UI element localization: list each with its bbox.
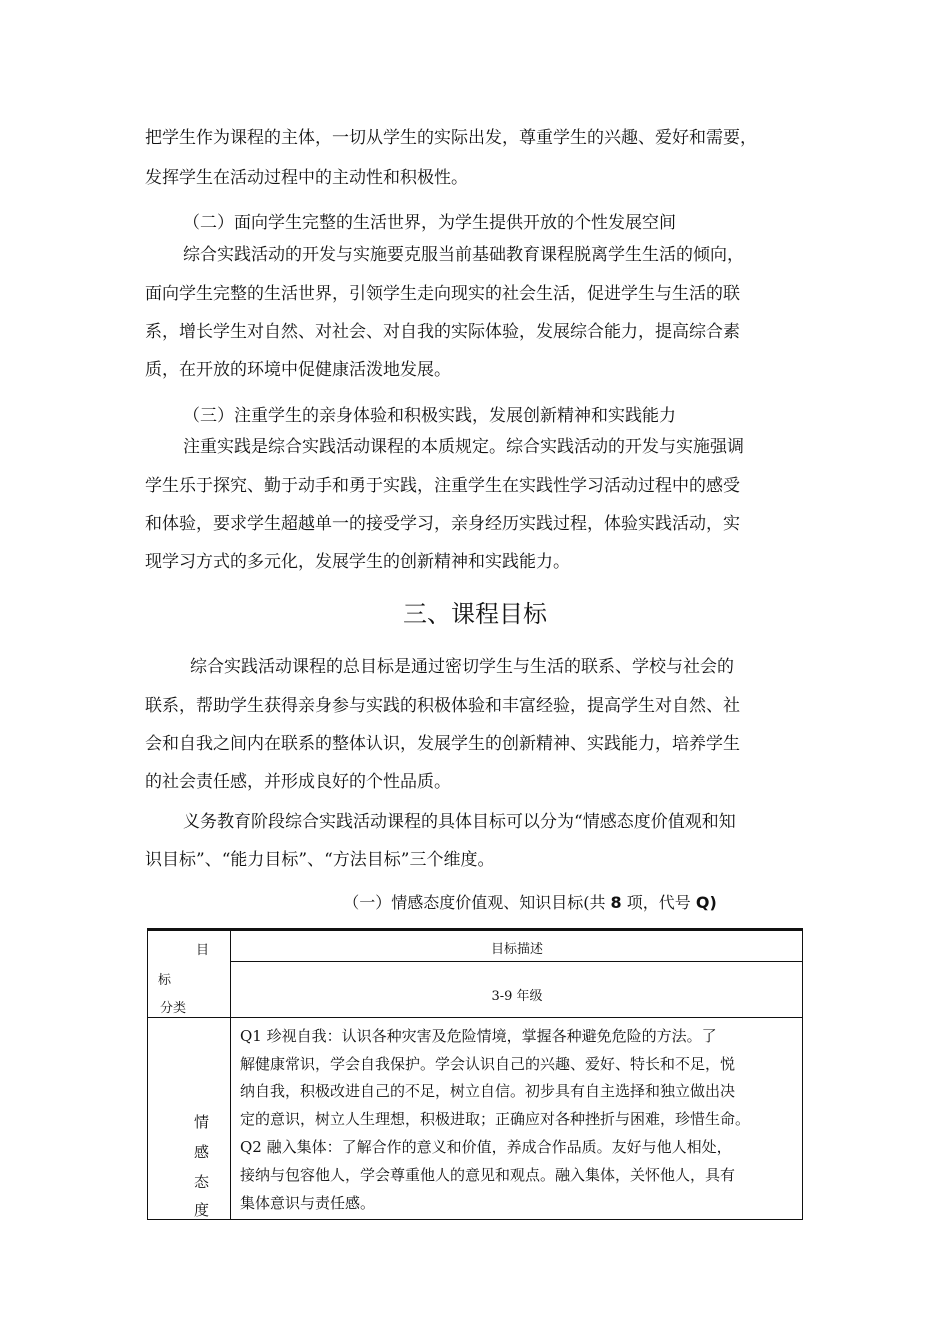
table-body-line: 解健康常识，学会自我保护。学会认识自己的兴趣、爱好、特长和不足，悦 — [240, 1055, 736, 1073]
section-title: 三、课程目标 — [403, 600, 547, 628]
paragraph-line: 联系，帮助学生获得亲身参与实践的积极体验和丰富经验，提高学生对自然、社 — [145, 696, 740, 716]
paragraph-line: 学生乐于探究、勤于动手和勇于实践，注重学生在实践性学习活动过程中的感受 — [145, 476, 740, 496]
table-body-line: 接纳与包容他人，学会尊重他人的意见和观点。融入集体，关怀他人，具有 — [240, 1166, 736, 1184]
subheading-three: （三）注重学生的亲身体验和积极实践，发展创新精神和实践能力 — [183, 406, 676, 426]
paragraph-line: 发挥学生在活动过程中的主动性和积极性。 — [145, 168, 468, 188]
table-column-divider — [230, 929, 231, 1219]
corner-header-mid: 标 — [158, 973, 172, 988]
caption-code: Q) — [695, 893, 717, 912]
table-row-divider — [230, 961, 802, 962]
paragraph-line: 综合实践活动的开发与实施要克服当前基础教育课程脱离学生生活的倾向， — [183, 245, 744, 265]
table-body-line: Q2 融入集体：了解合作的意义和价值，养成合作品质。友好与他人相处， — [240, 1138, 732, 1156]
paragraph-line: 质，在开放的环境中促健康活泼地发展。 — [145, 360, 451, 380]
paragraph-line: 把学生作为课程的主体，一切从学生的实际出发，尊重学生的兴趣、爱好和需要， — [145, 128, 757, 148]
corner-header-bottom: 分类 — [160, 1001, 187, 1016]
header-goal-description: 目标描述 — [490, 942, 543, 957]
category-char: 感 — [194, 1143, 210, 1161]
paragraph-line: 综合实践活动课程的总目标是通过密切学生与生活的联系、学校与社会的 — [190, 657, 734, 677]
table-body-line: 纳自我，积极改进自己的不足，树立自信。初步具有自主选择和独立做出决 — [240, 1082, 736, 1100]
category-char: 态 — [194, 1173, 210, 1191]
subheading-two: （二）面向学生完整的生活世界，为学生提供开放的个性发展空间 — [183, 213, 676, 233]
table-body-line: 集体意识与责任感。 — [240, 1194, 376, 1212]
goals-table — [147, 928, 803, 1220]
paragraph-line: 识目标”、“能力目标”、“方法目标”三个维度。 — [145, 850, 495, 870]
caption-prefix: （一）情感态度价值观、知识目标(共 — [343, 893, 611, 912]
paragraph-line: 注重实践是综合实践活动课程的本质规定。综合实践活动的开发与实施强调 — [183, 437, 744, 457]
corner-header-top: 目 — [196, 943, 210, 958]
paragraph-line: 现学习方式的多元化，发展学生的创新精神和实践能力。 — [145, 552, 570, 572]
paragraph-line: 会和自我之间内在联系的整体认识，发展学生的创新精神、实践能力，培养学生 — [145, 734, 740, 754]
table-caption — [280, 890, 780, 913]
header-grade-range: 3-9 年级 — [491, 989, 543, 1004]
caption-mid: 项，代号 — [621, 893, 696, 912]
caption-count: 8 — [610, 893, 622, 912]
category-char: 度 — [194, 1201, 210, 1219]
paragraph-line: 和体验，要求学生超越单一的接受学习，亲身经历实践过程，体验实践活动，实 — [145, 514, 740, 534]
table-row-divider — [148, 1017, 802, 1018]
table-body-line: Q1 珍视自我：认识各种灾害及危险情境，掌握各种避免危险的方法。了 — [240, 1027, 717, 1045]
paragraph-line: 的社会责任感，并形成良好的个性品质。 — [145, 772, 451, 792]
paragraph-line: 义务教育阶段综合实践活动课程的具体目标可以分为“情感态度价值观和知 — [183, 812, 736, 832]
table-top-border — [148, 929, 802, 931]
paragraph-line: 面向学生完整的生活世界，引领学生走向现实的社会生活，促进学生与生活的联 — [145, 284, 740, 304]
table-body-line: 定的意识，树立人生理想，积极进取；正确应对各种挫折与困难，珍惜生命。 — [240, 1110, 751, 1128]
paragraph-line: 系，增长学生对自然、对社会、对自我的实际体验，发展综合能力，提高综合素 — [145, 322, 740, 342]
category-char: 情 — [194, 1113, 210, 1131]
